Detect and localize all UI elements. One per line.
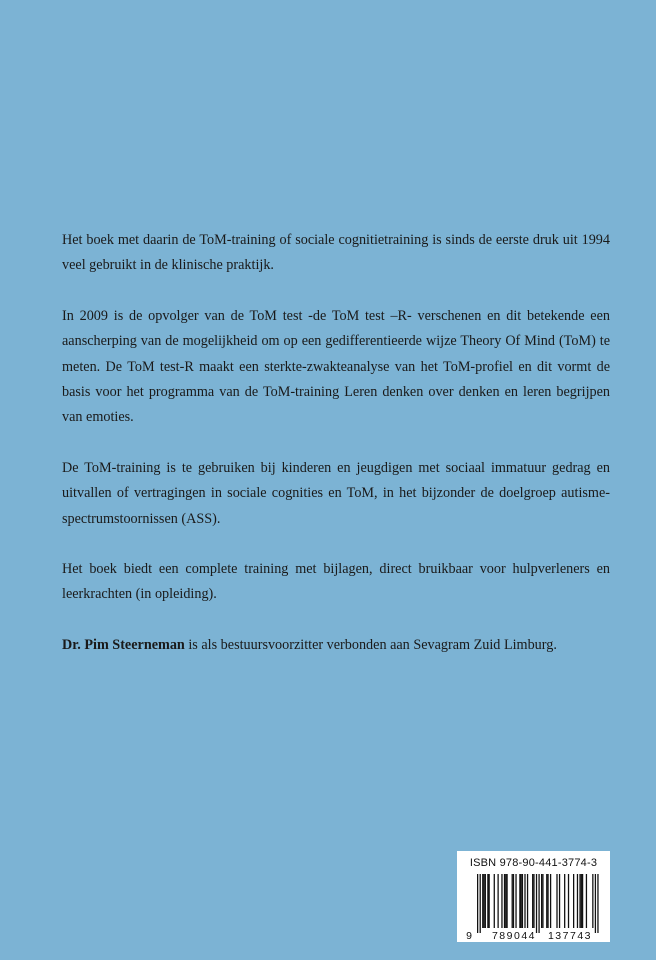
barcode-digits-right: 137743	[547, 930, 593, 942]
barcode-bar	[487, 874, 488, 928]
paragraph-target-group: De ToM-training is te gebruiken bij kinderen en jeugdigen met sociaal immatuur gedrag en uitvallen of vertragingen in sociale cognities en ToM, in het bijzonder de doelgroep autisme-spectrumstoornissen (ASS).	[62, 459, 610, 527]
barcode-label	[457, 851, 610, 942]
barcode-bar	[577, 874, 578, 928]
barcode-bar	[522, 874, 523, 928]
barcode-bar	[521, 874, 522, 928]
barcode-bar	[512, 874, 513, 928]
barcode-bar	[581, 874, 582, 928]
barcode-bar	[505, 874, 506, 928]
barcode-bar	[482, 874, 483, 928]
barcode-bar	[524, 874, 525, 928]
barcode-guard-bar	[595, 874, 596, 933]
barcode-bar	[515, 874, 516, 928]
barcode	[457, 851, 610, 942]
barcode-guard-bar	[597, 874, 598, 933]
barcode-bar	[494, 874, 495, 928]
paragraph-intro: Het boek met daarin de ToM-training of sociale cognitietraining is sinds de eerste druk uit 1994 veel gebruikt in de klinische praktijk.	[62, 232, 610, 274]
barcode-bar	[506, 874, 507, 928]
barcode-bar	[504, 874, 505, 928]
barcode-bar	[541, 874, 542, 928]
barcode-bar	[586, 874, 587, 928]
author-name: Dr. Pim Steerneman	[62, 636, 185, 653]
barcode-bar	[533, 874, 534, 928]
barcode-digits-left: 789044	[491, 930, 537, 942]
barcode-bar	[547, 874, 548, 928]
paragraph-tom-test: In 2009 is de opvolger van de ToM test -de ToM test –R- verschenen en dit betekende een aanscherping van de mogelijkheid om op een gedifferentieerde wijze Theory Of Mind (ToM) te meten. De ToM test-R maakt een sterkte-zwakteanalyse van het ToM-profiel en dit vormt de basis voor het programma van de ToM-training Leren denken over denken en leren begrijpen van emoties.	[62, 307, 610, 426]
barcode-guard-bar	[538, 874, 539, 933]
barcode-bar	[542, 874, 543, 928]
barcode-bar	[592, 874, 593, 928]
barcode-bar	[513, 874, 514, 928]
barcode-guard-bar	[480, 874, 481, 933]
barcode-bar	[501, 874, 502, 928]
barcode-bar	[559, 874, 560, 928]
blurb	[62, 228, 610, 683]
barcode-bar	[485, 874, 486, 928]
barcode-bar	[568, 874, 569, 928]
barcode-guard-bar	[536, 874, 537, 933]
barcode-bar	[483, 874, 484, 928]
paragraph-usage: Het boek biedt een complete training met bijlagen, direct bruikbaar voor hulpverleners en leerkrachten (in opleiding).	[62, 561, 610, 603]
barcode-bar	[497, 874, 498, 928]
barcode-bar	[532, 874, 533, 928]
barcode-bar	[550, 874, 551, 928]
barcode-bar	[573, 874, 574, 928]
barcode-bar	[527, 874, 528, 928]
barcode-bars	[477, 874, 599, 933]
barcode-bar	[546, 874, 547, 928]
barcode-bar	[579, 874, 580, 928]
barcode-bar	[489, 874, 490, 928]
author-description: is als bestuursvoorzitter verbonden aan Sevagram Zuid Limburg.	[184, 636, 557, 653]
barcode-bar	[556, 874, 557, 928]
barcode-bar	[582, 874, 583, 928]
author-bio	[62, 633, 610, 658]
barcode-digit-first: 9	[466, 930, 472, 942]
barcode-guard-bar	[477, 874, 478, 933]
isbn-text: ISBN 978-90-441-3774-3	[469, 857, 598, 869]
barcode-bar	[519, 874, 520, 928]
barcode-bar	[564, 874, 565, 928]
